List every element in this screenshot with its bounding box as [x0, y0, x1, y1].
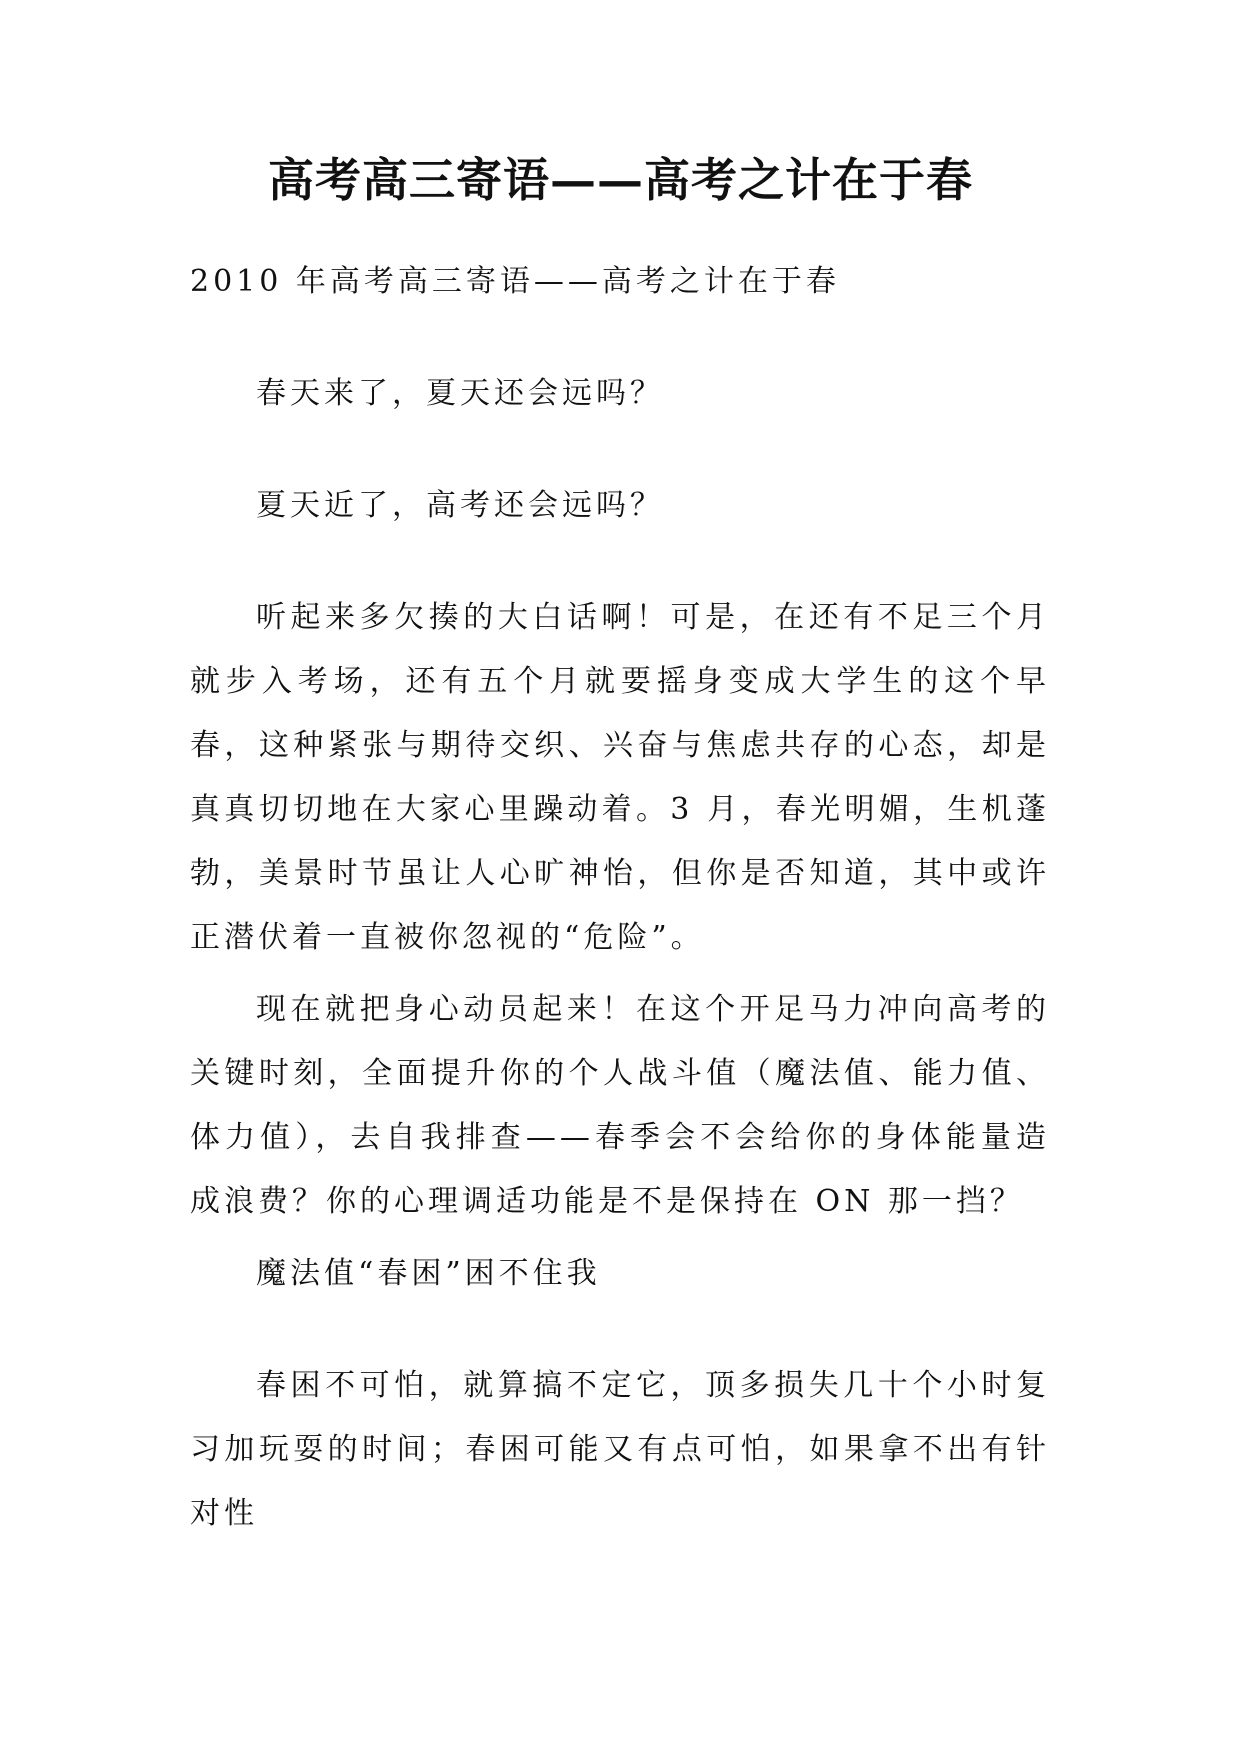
paragraph-4: 现在就把身心动员起来！在这个开足马力冲向高考的关键时刻，全面提升你的个人战斗值（魔法值、能力值、体力值），去自我排查——春季会不会给你的身体能量造成浪费？你的心理调适功能是不是保持在 ON 那一挡？	[190, 992, 1050, 1219]
paragraph-5: 魔法值“春困”困不住我	[256, 1256, 601, 1291]
paragraph-2: 夏天近了，高考还会远吗？	[256, 488, 664, 523]
paragraph-1: 春天来了，夏天还会远吗？	[256, 376, 664, 411]
paragraph-6: 春困不可怕，就算搞不定它，顶多损失几十个小时复习加玩耍的时间；春困可能又有点可怕，如果拿不出有针对性	[190, 1368, 1050, 1531]
document-subtitle: 2010 年高考高三寄语——高考之计在于春	[190, 264, 840, 299]
document-title: 高考高三寄语——高考之计在于春	[268, 153, 973, 207]
paragraph-3: 听起来多欠揍的大白话啊！可是，在还有不足三个月就步入考场，还有五个月就要摇身变成大学生的这个早春，这种紧张与期待交织、兴奋与焦虑共存的心态，却是真真切切地在大家心里躁动着。3 月，春光明媚，生机蓬勃，美景时节虽让人心旷神怡，但你是否知道，其中或许正潜伏着一直被你忽视的“危险”。	[190, 600, 1050, 955]
